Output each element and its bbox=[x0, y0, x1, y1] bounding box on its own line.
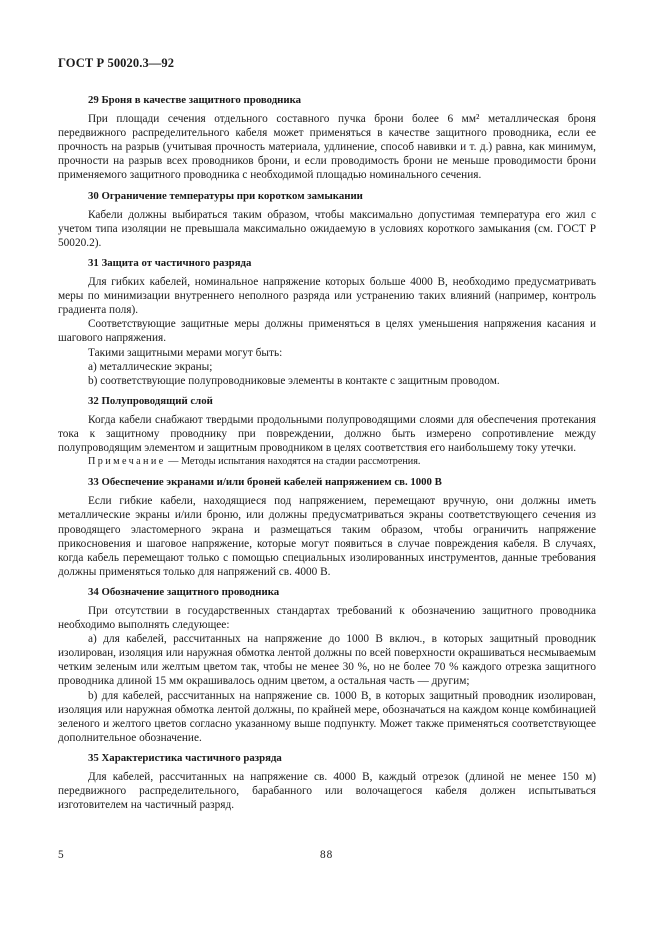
page-number-center: 88 bbox=[320, 849, 334, 861]
text-line: а) металлические экраны; bbox=[88, 360, 213, 373]
text-line: b) соответствующие полупроводниковые элементы в контакте с защитным проводом. bbox=[88, 374, 500, 387]
note bbox=[58, 455, 596, 469]
paragraph: При площади сечения отдельного составного пучка брони более 6 мм² металлическая броня передвижного распределительного кабеля может применяться в качестве защитного проводника, если ее прочность на разрыв (учитывая прочность материала, удлинение, способ навивки и т. д.) равна, как минимум, прочности на разрыв всех проводников брони, и если проводимость брони не меньше проводимости брони применяемого защитного проводника с необходимой площадью номинального сечения. bbox=[58, 113, 596, 182]
section-35 bbox=[58, 751, 596, 812]
paragraph: Когда кабели снабжают твердыми продольными полупроводящими слоями для обеспечения протекания тока к защитному проводнику при повреждении, должно быть измерено сопротивление между полупроводящим элементом и защитным проводником в целях соответствия его наибольшему току утечки. bbox=[58, 413, 596, 455]
paragraph: Кабели должны выбираться таким образом, чтобы максимально допустимая температура его жил с учетом типа изоляции не превышала максимально ожидаемую в условиях короткого замыкания (см. ГОСТ Р 50020.2). bbox=[58, 208, 596, 249]
document-code-header: ГОСТ Р 50020.3—92 bbox=[58, 56, 175, 70]
note-label: Примечание bbox=[88, 456, 166, 468]
note-text: — Методы испытания находятся на стадии рассмотрения. bbox=[165, 456, 421, 468]
section-heading: 33 Обеспечение экранами и/или броней кабелей напряжением св. 1000 В bbox=[88, 476, 442, 489]
paragraph: При отсутствии в государственных стандартах требований к обозначению защитного проводника необходимо выполнять следующее: bbox=[58, 605, 596, 632]
section-29 bbox=[58, 93, 596, 183]
section-heading: 34 Обозначение защитного проводника bbox=[88, 585, 280, 598]
paragraph: Для гибких кабелей, номинальное напряжение которых больше 4000 В, необходимо предусматривать меры по минимизации внутреннего неполного разряда или устранению таких влияний (например, контроль градиента поля). bbox=[58, 276, 596, 317]
page-number-left: 5 bbox=[58, 849, 64, 861]
section-34 bbox=[58, 585, 596, 745]
section-32 bbox=[58, 394, 596, 469]
section-heading: 29 Броня в качестве защитного проводника bbox=[88, 94, 302, 106]
section-30 bbox=[58, 189, 596, 250]
document-body bbox=[58, 93, 596, 818]
section-31 bbox=[58, 256, 596, 388]
section-heading: 31 Защита от частичного разряда bbox=[88, 256, 252, 269]
paragraph: Соответствующие защитные меры должны применяться в целях уменьшения напряжения касания и шагового напряжения. bbox=[58, 318, 596, 345]
paragraph: Для кабелей, рассчитанных на напряжение св. 4000 В, каждый отрезок (длиной не менее 150 м) передвижного распределительного, барабанного или волочащегося кабеля должен испытываться изготовителем на частичный разряд. bbox=[58, 771, 596, 812]
section-33 bbox=[58, 475, 596, 579]
paragraph: а) для кабелей, рассчитанных на напряжение до 1000 В включ., в которых защитный проводник изолирован, изоляция или наружная обмотка лентой должны по всей поверхности окрашиваться несмываемым четким зеленым или желтым цветом так, чтобы не менее 30 %, но не более 70 % каждого отрезка защитного проводника длиной 15 мм окрашивалось одним цветом, а остальная часть — другим; bbox=[58, 633, 596, 688]
section-heading: 32 Полупроводящий слой bbox=[88, 394, 213, 407]
paragraph: Если гибкие кабели, находящиеся под напряжением, перемещают вручную, они должны иметь металлические экраны и/или броню, или должны предусматриваться экраны соответствующего сечения из проводящего эластомерного экрана и размещаться таким образом, чтобы ограничить напряжение прикосновения и шаговое напряжение, которые могут появиться в случае повреждения кабеля. В случаях, когда кабель перемещают только с помощью специальных изолированных инструментов, данные требования должны применяться только для напряжений св. 4000 В. bbox=[58, 495, 596, 578]
section-heading: 30 Ограничение температуры при коротком замыкании bbox=[88, 189, 363, 202]
paragraph: b) для кабелей, рассчитанных на напряжение св. 1000 В, в которых защитный проводник изолирован, изоляция или наружная обмотка лентой должны, по крайней мере, обозначаться на каждом конце комбинацией зеленого и желтого цветов согласно указанному выше подпункту. Может также применяться соответствующее дополнительное обозначение. bbox=[58, 689, 596, 744]
text-line: Такими защитными мерами могут быть: bbox=[88, 346, 283, 359]
section-heading: 35 Характеристика частичного разряда bbox=[88, 751, 282, 764]
